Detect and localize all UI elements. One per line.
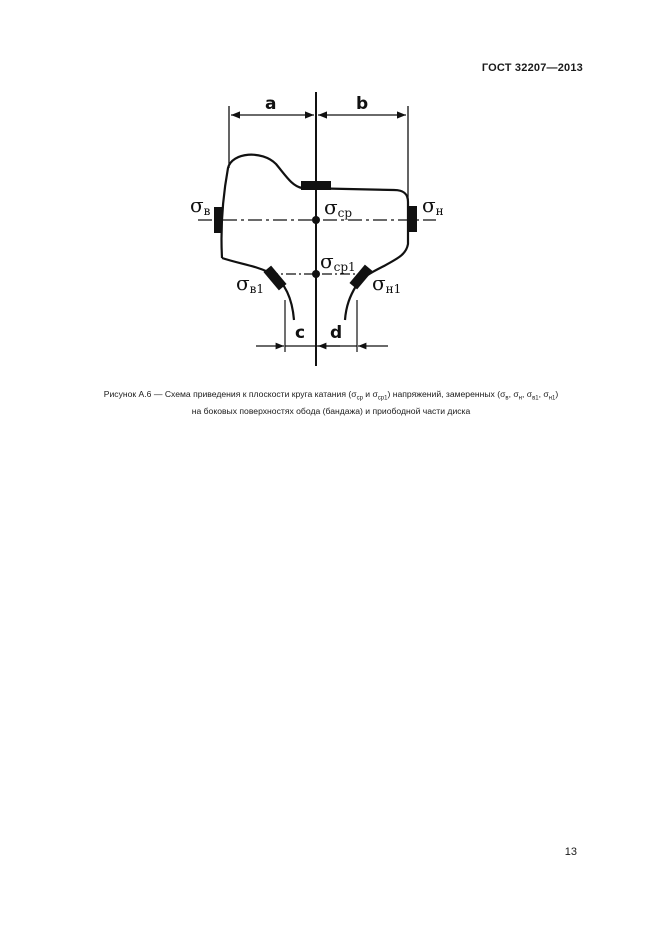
label-sigma-cp: σср [324,195,353,220]
dimension-c-label: c [295,323,306,343]
label-sigma-v: σв [190,193,211,218]
figure-caption [20,388,642,417]
label-sigma-n1: σн1 [372,271,402,296]
gauge-top [301,181,331,190]
dimension-a-label: a [265,94,277,114]
dimension-b-label: b [356,94,369,114]
caption-line-1: Рисунок А.6 — Схема приведения к плоскости круга катания ($\sigma_{ср}$ и $\sigma_{ср1}$) напряжений, замеренных ($\sigma_в$, $\sigma_н$, $\sigma_{в1}$, $\sigma_{н1}$) [103,389,559,402]
page-number: 13 [564,846,577,858]
label-sigma-n: σн [422,193,444,218]
gauge-right [409,206,417,232]
point-cp1 [312,270,320,278]
gauge-bottom-left [263,266,286,291]
wheel-rim-diagram [0,0,661,380]
label-sigma-v1: σв1 [236,271,265,296]
dimension-d-label: d [330,323,343,343]
caption-line-2: на боковых поверхностях обода (бандажа) и приободной части диска [191,405,471,416]
gauge-left [214,207,222,233]
document-header: ГОСТ 32207—2013 [481,62,583,74]
label-sigma-cp1: σср1 [320,249,356,274]
point-cp [312,216,320,224]
